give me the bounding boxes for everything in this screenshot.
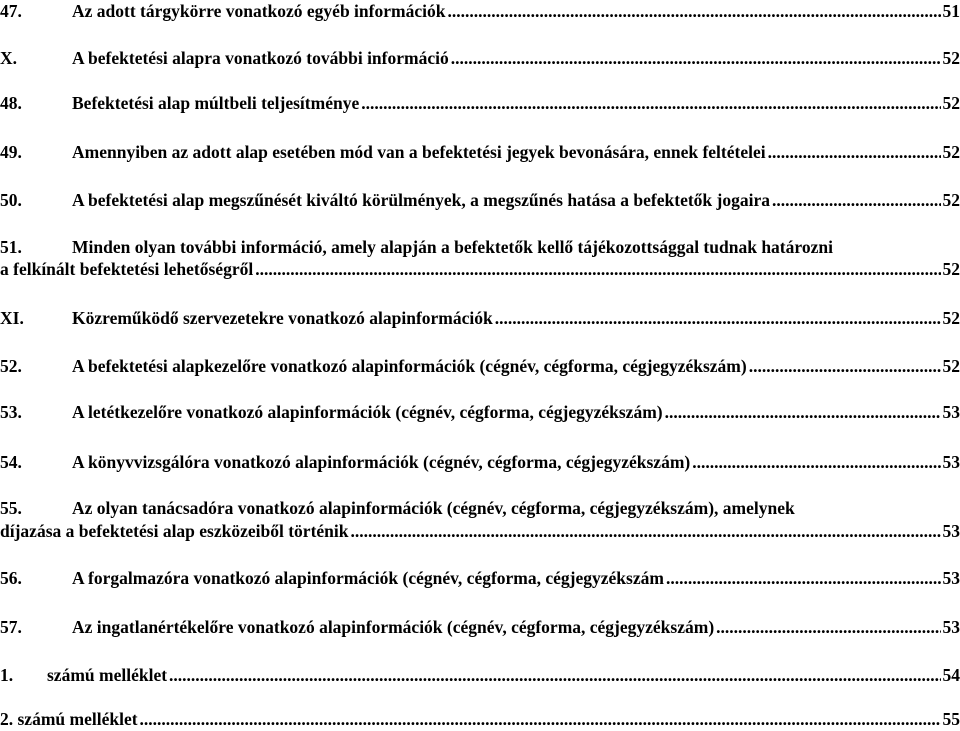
toc-entry-number: 47. (0, 1, 22, 21)
toc-leader-dots (351, 520, 941, 542)
toc-leader-dots (749, 355, 941, 377)
toc-entry-number: 57. (0, 617, 22, 637)
toc-leader-dots (495, 307, 941, 329)
toc-entry-number: 1. (0, 665, 14, 685)
toc-entry-title: A befektetési alapra vonatkozó további információ (72, 48, 449, 68)
toc-entry-page: 52 (942, 259, 960, 279)
toc-entry-number: 53. (0, 402, 22, 422)
toc-entry-page: 51 (942, 1, 960, 21)
toc-entry-page: 52 (942, 93, 960, 113)
toc-leader-dots (361, 92, 940, 114)
toc-entry-number: 49. (0, 142, 22, 162)
toc-entry-page: 53 (942, 568, 960, 588)
toc-entry-number: 55. (0, 498, 22, 518)
toc-entry-title: A könyvvizsgálóra vonatkozó alapinformációk (cégnév, cégforma, cégjegyzékszám) (72, 452, 691, 472)
toc-entry-page: 53 (942, 402, 960, 422)
toc-entry-number: 48. (0, 93, 22, 113)
toc-entry-page: 54 (942, 665, 960, 685)
toc-entry-title-line1: Minden olyan további információ, amely alapján a befektetők kellő tájékozottsággal tudnak határozni (72, 237, 833, 257)
toc-leader-dots (140, 708, 941, 730)
toc-entry-title: 2. számú melléklet (0, 709, 138, 729)
toc-entry-page: 52 (942, 356, 960, 376)
toc-entry-page: 53 (942, 617, 960, 637)
toc-leader-dots (716, 616, 940, 638)
toc-entry-page: 55 (942, 709, 960, 729)
toc-entry-title-line1: Az olyan tanácsadóra vonatkozó alapinformációk (cégnév, cégforma, cégjegyzékszám), amelynek (72, 498, 795, 518)
toc-entry-number: 52. (0, 356, 22, 376)
toc-leader-dots (255, 258, 940, 280)
toc-leader-dots (169, 664, 940, 686)
toc-leader-dots (666, 567, 941, 589)
toc-entry-title: számú melléklet (47, 665, 168, 685)
toc-entry-title: A befektetési alapkezelőre vonatkozó alapinformációk (cégnév, cégforma, cégjegyzékszám) (72, 356, 747, 376)
toc-entry-page: 52 (942, 308, 960, 328)
toc-leader-dots (451, 47, 941, 69)
toc-entry-title: Befektetési alap múltbeli teljesítménye (72, 93, 360, 113)
toc-entry-page: 52 (942, 48, 960, 68)
toc-entry-number: 51. (0, 237, 22, 257)
toc-leader-dots (768, 141, 941, 163)
toc-leader-dots (692, 451, 940, 473)
toc-entry-title: Az adott tárgykörre vonatkozó egyéb információk (72, 1, 446, 21)
toc-leader-dots (772, 189, 940, 211)
toc-entry-title-line2: a felkínált befektetési lehetőségről (0, 259, 254, 279)
toc-entry-title: A forgalmazóra vonatkozó alapinformációk (cégnév, cégforma, cégjegyzékszám (72, 568, 664, 588)
toc-entry-page: 52 (942, 190, 960, 210)
toc-entry-number: X. (0, 48, 18, 68)
toc-entry-page: 52 (942, 142, 960, 162)
toc-leader-dots (665, 401, 941, 423)
toc-entry-title: A befektetési alap megszűnését kiváltó körülmények, a megszűnés hatása a befektetők jogaira (72, 190, 771, 210)
toc-entry-number: XI. (0, 308, 24, 328)
toc-entry-number: 50. (0, 190, 22, 210)
toc-entry-page: 53 (942, 521, 960, 541)
toc-entry-title: Amennyiben az adott alap esetében mód van a befektetési jegyek bevonására, ennek feltételei (72, 142, 766, 162)
toc-leader-dots (447, 0, 940, 22)
toc-entry-title: Közreműködő szervezetekre vonatkozó alapinformációk (72, 308, 493, 328)
toc-entry-title-line2: díjazása a befektetési alap eszközeiből történik (0, 521, 349, 541)
toc-entry-number: 54. (0, 452, 22, 472)
toc-entry-page: 53 (942, 452, 960, 472)
toc-entry-title: Az ingatlanértékelőre vonatkozó alapinformációk (cégnév, cégforma, cégjegyzékszám) (72, 617, 715, 637)
toc-entry-title: A letétkezelőre vonatkozó alapinformációk (cégnév, cégforma, cégjegyzékszám) (72, 402, 663, 422)
toc-entry-number: 56. (0, 568, 22, 588)
